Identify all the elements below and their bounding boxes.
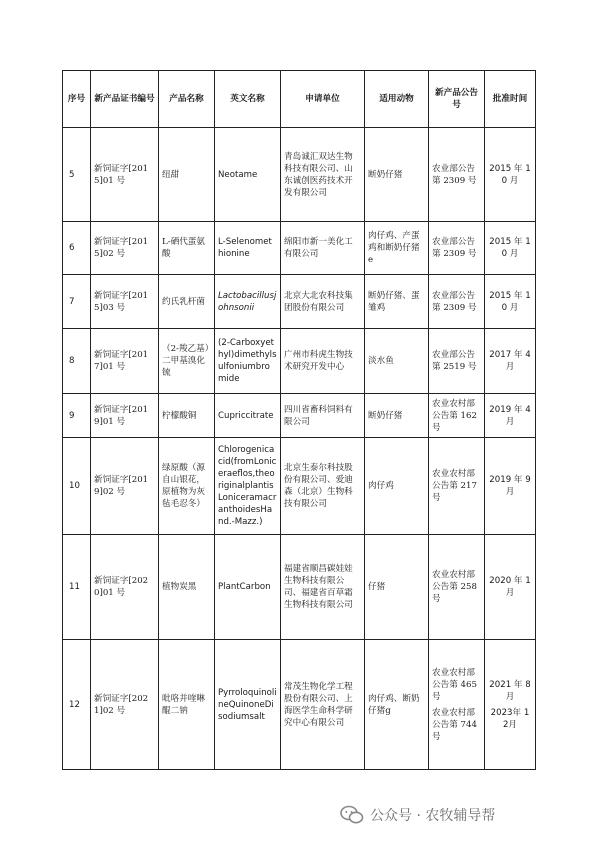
cell-approval-date-line: 2015 年 10 月	[489, 290, 531, 313]
cell-approval-date-line: 2017 年 4 月	[489, 350, 531, 372]
cell-product-name: 约氏乳杆菌	[159, 275, 215, 329]
table-row	[63, 128, 536, 222]
cell-applicant: 广州市科虎生物技术研究开发中心	[281, 329, 365, 394]
cell-product-name: （2-羧乙基）二甲基溴化锍	[159, 329, 215, 394]
cell-announcement	[429, 329, 485, 394]
cell-seq: 9	[63, 394, 91, 438]
header-approval-date: 批准时间	[485, 71, 536, 128]
cell-applicant: 福建省顺昌碳娃娃生物科技有限公司、福建省百草霜生物科技有限公司	[281, 535, 365, 640]
cell-announcement	[429, 275, 485, 329]
table-body	[63, 128, 536, 770]
cell-approval-date	[485, 640, 536, 770]
cell-cert-no: 新饲证字[2021]02 号	[91, 640, 159, 770]
watermark-text: 公众号 · 农牧辅导帮	[370, 808, 496, 824]
header-applicant: 申请单位	[281, 71, 365, 128]
cell-animal: 肉仔鸡、产蛋鸡和断奶仔猪 e	[365, 222, 429, 275]
header-cert-no: 新产品证书编号	[91, 71, 159, 128]
cell-announcement-line: 农业农村部公告第 258 号	[432, 570, 477, 604]
cell-applicant: 常茂生物化学工程股份有限公司、上海医学生命科学研究中心有限公司	[281, 640, 365, 770]
cell-announcement-line: 农业农村部公告第 465 号	[432, 667, 477, 702]
cell-animal: 肉仔鸡、断奶仔猪g	[365, 640, 429, 770]
cell-announcement-line: 农业部公告第 2519 号	[432, 350, 477, 372]
cell-cert-no: 新饲证字[2017]01 号	[91, 329, 159, 394]
cell-approval-date-line: 2019 年 4 月	[489, 404, 531, 427]
cell-product-name: 柠檬酸铜	[159, 394, 215, 438]
cell-english-name: Lactobacillusjohnsonii	[215, 275, 281, 329]
cell-approval-date	[485, 438, 536, 535]
header-seq: 序号	[63, 71, 91, 128]
cell-announcement-line: 农业农村部公告第 217 号	[432, 469, 477, 503]
cell-approval-date-line: 2015 年 10 月	[489, 237, 531, 259]
cell-announcement	[429, 394, 485, 438]
cell-seq: 8	[63, 329, 91, 394]
cell-english-name: L-Selenomethionine	[215, 222, 281, 275]
header-announcement: 新产品公告号	[429, 71, 485, 128]
table-row	[63, 394, 536, 438]
cell-approval-date-line: 2021 年 8 月	[489, 679, 531, 702]
cell-cert-no: 新饲证字[2019]02 号	[91, 438, 159, 535]
table-row	[63, 438, 536, 535]
cell-seq: 11	[63, 535, 91, 640]
wechat-icon	[340, 805, 364, 825]
cell-approval-date-line: 2015 年 10 月	[489, 163, 531, 186]
cell-cert-no: 新饲证字[2020]01 号	[91, 535, 159, 640]
cell-english-name: Cupriccitrate	[215, 394, 281, 438]
cell-announcement	[429, 640, 485, 770]
cell-product-name: L-硒代蛋氨酸	[159, 222, 215, 275]
table-row	[63, 329, 536, 394]
table-row	[63, 535, 536, 640]
cell-seq: 12	[63, 640, 91, 770]
cell-english-name: PlantCarbon	[215, 535, 281, 640]
cell-cert-no: 新饲证字[2015]01 号	[91, 128, 159, 222]
cell-applicant: 北京生泰尔科技股份有限公司、爱迪森（北京）生物科技有限公司	[281, 438, 365, 535]
cell-approval-date-line: 2019 年 9 月	[489, 475, 531, 497]
cell-applicant: 青岛诚汇双达生物科技有限公司、山东诚创医药技术开发有限公司	[281, 128, 365, 222]
cell-animal: 仔猪	[365, 535, 429, 640]
cell-approval-date	[485, 275, 536, 329]
cell-approval-date-line: 2023年 12月	[490, 707, 530, 730]
table-row	[63, 275, 536, 329]
header-animal: 适用动物	[365, 71, 429, 128]
cell-approval-date	[485, 128, 536, 222]
table-row	[63, 640, 536, 770]
cell-seq: 6	[63, 222, 91, 275]
cell-animal: 断奶仔猪、蛋雏鸡	[365, 275, 429, 329]
cell-cert-no: 新饲证字[2015]02 号	[91, 222, 159, 275]
cell-applicant: 四川省畜科饲料有限公司	[281, 394, 365, 438]
cell-cert-no: 新饲证字[2019]01 号	[91, 394, 159, 438]
cell-english-name: Neotame	[215, 128, 281, 222]
cell-animal: 肉仔鸡	[365, 438, 429, 535]
cell-seq: 10	[63, 438, 91, 535]
cell-product-name: 纽甜	[159, 128, 215, 222]
cell-product-name: 植物炭黑	[159, 535, 215, 640]
cell-animal: 断奶仔猪	[365, 128, 429, 222]
cell-product-name: 吡咯并喹啉醌二钠	[159, 640, 215, 770]
cell-approval-date	[485, 329, 536, 394]
cell-seq: 7	[63, 275, 91, 329]
cell-announcement-line: 农业农村部公告第 162 号	[432, 398, 477, 433]
cell-applicant: 北京大北农科技集团股份有限公司	[281, 275, 365, 329]
cell-announcement	[429, 222, 485, 275]
cell-animal: 断奶仔猪	[365, 394, 429, 438]
cell-announcement-line: 农业部公告第 2309 号	[432, 290, 477, 313]
cell-english-name: Chlorogenicacid(fromLoniceraeflos,theoriginalplantisLoniceramacranthoidesHand.-Mazz.)	[215, 438, 281, 535]
cell-applicant: 绵阳市新一美化工有限公司	[281, 222, 365, 275]
cell-animal: 淡水鱼	[365, 329, 429, 394]
cell-english-name: PyrroloquinolineQuinoneDisodiumsalt	[215, 640, 281, 770]
product-table	[62, 70, 536, 770]
cell-approval-date	[485, 222, 536, 275]
header-product-name: 产品名称	[159, 71, 215, 128]
cell-approval-date	[485, 394, 536, 438]
header-english-name: 英文名称	[215, 71, 281, 128]
cell-product-name: 绿原酸（源自山银花，原植物为灰毡毛忍冬）	[159, 438, 215, 535]
header-row	[63, 71, 536, 128]
cell-approval-date	[485, 535, 536, 640]
cell-approval-date-line: 2020 年 1 月	[489, 576, 531, 598]
table-row	[63, 222, 536, 275]
cell-seq: 5	[63, 128, 91, 222]
cell-cert-no: 新饲证字[2015]03 号	[91, 275, 159, 329]
cell-announcement-line: 农业部公告第 2309 号	[432, 163, 477, 186]
cell-announcement	[429, 128, 485, 222]
watermark	[340, 805, 495, 825]
cell-announcement-line: 农业部公告第 2309 号	[432, 237, 477, 259]
cell-announcement	[429, 438, 485, 535]
cell-announcement	[429, 535, 485, 640]
cell-announcement-line: 农业农村部公告第 744 号	[432, 707, 477, 742]
cell-english-name: (2-Carboxyethyl)dimethylsulfoniumbromide	[215, 329, 281, 394]
